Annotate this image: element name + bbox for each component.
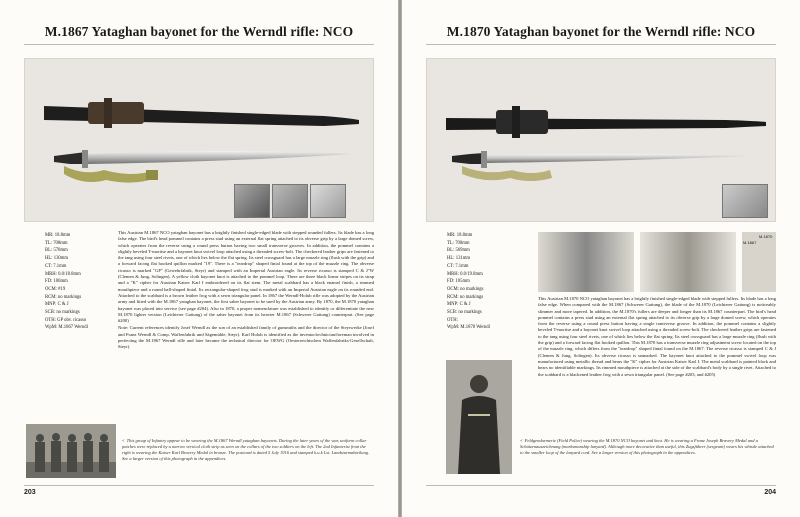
- page-number: 204: [764, 489, 776, 496]
- spec-row: MR: 18.8mm: [447, 233, 473, 238]
- field-police-photo: [446, 360, 512, 474]
- spec-row: SCB: no markings: [45, 310, 80, 316]
- body-text: [538, 296, 776, 428]
- bayonet-photo: [426, 58, 776, 222]
- inset-label-m1870: M.1870: [759, 234, 773, 239]
- spec-row: CT: 7.1mm: [447, 263, 469, 269]
- footer-divider: [24, 485, 374, 486]
- spec-row: OCM: no markings: [447, 286, 484, 292]
- body-paragraph: This Austrian M.1867 NCO yataghan bayonet has a brightly finished single-edged blade with stepped rounded fullers. Its blade has a long false edge. The bird's head pommel contains a press stud using an external flat spring attached to its obverse grip by a large domed screw, which operates from the reverse using a round press button having two small transverse grooves. In addition, the pommel contains a slightly beveled T-mortise and a bayonet knot swivel loop attached using a threaded screw-bolt. The checkered leather grips are fastened to the tang using four steel rivets, one of which lies below the flat spring. Its steel crossguard has a large muzzle ring (flush with the grip) and a forward facing flat hooked quillon marked "19". There is a "teardrop" shaped finial found at the top of the muzzle ring. The obverse ricasso is marked "GP" (Gewehrfabrik, Steyr) and stamped with an Imperial Austrian eagle. Its reverse ricasso is stamped C & J"W (Clemen & Jung, Solingen). A yellow cloth bayonet knot is attached to the pommel loop. There are three black linear stripes on its strap and a "K" cipher for Austrian Kaiser Karl I embroidered on its flat stem. The metal scabbard has a black enamel finish, a rimmed mouthpiece and a round ball-shaped finial. Its rectangular-shaped frog stud is marked with an Imperial Austrian eagle on its rounded end. Attached to the scabbard is a brown leather frog with a sewn triangular panel. In 1867 the Werndl-Holub rifle was adopted by the Austrian army and fitted with the M.1867 yataghan bayonet, the first saber bayonet to be used by the Austrian army. By 1870, the M.1870 yataghan bayonet was placed into service (see page #204). Also in 1870, a proper nomenclature was established to identify or differentiate the new M.1870 lighter version (Leichterer Gattung) of the saber bayonet from its heavier M.1867 (Schwerer Gattung) counterpart. (See page #200): [118, 230, 374, 324]
- detail-thumbnail-3: [310, 184, 346, 218]
- right-page: [402, 0, 800, 517]
- spec-row: MNP: C & J: [447, 302, 471, 308]
- spec-row: RCM: no markings: [447, 294, 484, 300]
- left-page: [0, 0, 398, 517]
- caption-text: Feldgendarmerie (Field Police) wearing the M.1870 NCO bayonet and knot. He is wearing a Franz Joseph Bravery Medal and a Schützenauszeichnung (marksmanship lanyard). Although more decorative than useful, this Zugsführer (sergeant) wears his whistle attached to the smaller loop of the lanyard cord. See a larger version of this photograph in the appendices.: [520, 438, 774, 455]
- spec-row: CT: 7.1mm: [45, 263, 67, 269]
- spec-row: MRH: 0.0/19.8mm: [447, 271, 483, 277]
- photo-caption: [122, 438, 374, 462]
- spec-row: BL: 578mm: [45, 248, 68, 254]
- field-police-illustration: [446, 360, 512, 474]
- spec-row: WpM: M.1870 Werndl: [447, 325, 490, 331]
- infantry-group-illustration: [26, 424, 116, 478]
- spec-row: OTH:: [447, 317, 458, 323]
- body-paragraph: This Austrian M.1870 NCO yataghan bayonet has a brightly finished single-edged blade with stepped fullers. Its blade has a long false edge. When compared with the M.1867 (Schwerer Gattung), the blade of the M.1870 (Leichterer Gattung) is noticeably slimmer and more tapered. In addition, the M.1870's fullers are deeper and longer than its M.1867 counterpart. The bird's head pommel contains a press stud using an external flat spring attached to its obverse grip by a large domed screw, which operates from the reverse using a round press button having a single transverse groove. In addition, the pommel contains a slightly beveled T-mortise and a bayonet knot swivel loop attached using a threaded screw-bolt. The checkered leather grips are fastened to the tang using four steel rivets, one of which lies below the flat spring. Its steel crossguard has a large muzzle ring (flush with the grip) and a forward facing flat hooked quillon. This M.1870 has a transverse muzzle ring adjustment screw located on the top of the muzzle ring, which differs from the "teardrop" shaped finial found on the M.1867. The reverse ricasso is stamped C & J (Clemen & Jung, Solingen). Its obverse ricasso is unmarked. The bayonet knot attached to the pommel swivel loop was manufactured using metallic thread and bears the "K" cipher for Austrian Kaiser Karl I. The metal scabbard is painted black and bears no identifiable markings. Its rimmed mouthpiece is attached at the side of the scabbard's body by a single rivet. Attached to the scabbard is a blackened leather frog with a sewn triangular panel. (See page #203, and #205): [538, 296, 776, 377]
- bayonet-photo: [24, 58, 374, 222]
- caption-arrow: <: [520, 438, 523, 443]
- spec-row: FD: 106mm: [45, 279, 68, 285]
- detail-thumbnail-1: [234, 184, 270, 218]
- muzzle-ring-comparison-photo: [742, 232, 776, 292]
- caption-arrow: <: [122, 438, 125, 443]
- spec-row: SCB: no markings: [447, 310, 482, 316]
- footer-divider: [426, 485, 776, 486]
- body-note: Note: Current references identify Josef Werndl as the son of an established family of gunsmiths and the director of the Steyrwerke (Josef and Franz Werndl & Comp. Waffenfabrik und Sägemühle, Steyr). Karl Holub is identified as the inventor/technician/foreman involved in perfecting the M.1867 Werndl rifle and later became the technical director for OEWG (Oesterreichischen Waffenfabriks-Gesellschaft, Steyr).: [118, 325, 374, 350]
- specs-list: [447, 232, 490, 332]
- spec-row: OCM: #19: [45, 286, 66, 292]
- body-text: [118, 230, 374, 428]
- spec-row: FD: 105mm: [447, 279, 470, 285]
- inset-label-m1867: M.1867: [743, 240, 757, 245]
- page-number: 203: [24, 489, 36, 496]
- caption-text: This group of Infantry appear to be wearing the M.1867 Werndl yataghan bayonets. During the later years of the war, uniform collar patches were replaced by a narrow vertical cloth strip as seen on the collars of the two soldiers on the left. The 2nd Infanterist from the right is wearing the Kaiser Karl Bravery Medal in bronze. The postcard is dated 5 July 1916 and stamped k.u.k Lst. Landsturmabteilung. See a larger version of this photograph in the appendices.: [122, 438, 370, 461]
- title-divider: [24, 44, 374, 45]
- grip-detail-photo: [640, 232, 736, 292]
- spec-row: HL: 130mm: [45, 256, 69, 262]
- specs-list: [45, 232, 88, 332]
- spec-row: BL: 569mm: [447, 248, 470, 254]
- spec-row: TL: 708mm: [45, 240, 68, 246]
- ricasso-mark-thumbnail: [722, 184, 768, 218]
- page-title: M.1870 Yataghan bayonet for the Werndl rifle: NCO: [446, 24, 756, 39]
- spec-row: RCM: no markings: [45, 294, 82, 300]
- spec-row: HL: 131mm: [447, 256, 471, 262]
- pommel-detail-photo: [538, 232, 634, 292]
- spec-row: OTH: GP obv. ricasso: [45, 317, 87, 323]
- infantry-group-photo: [26, 424, 116, 478]
- spec-row: WpM: M.1867 Werndl: [45, 325, 88, 331]
- spec-row: MRH: 0.0/18.8mm: [45, 271, 81, 277]
- title-divider: [426, 44, 776, 45]
- page-title: M.1867 Yataghan bayonet for the Werndl rifle: NCO: [44, 24, 354, 39]
- spec-row: MNP: C & J: [45, 302, 69, 308]
- spec-row: TL: 700mm: [447, 240, 470, 246]
- detail-thumbnail-2: [272, 184, 308, 218]
- photo-caption: [520, 438, 776, 456]
- spec-row: MR: 18.8mm: [45, 233, 71, 238]
